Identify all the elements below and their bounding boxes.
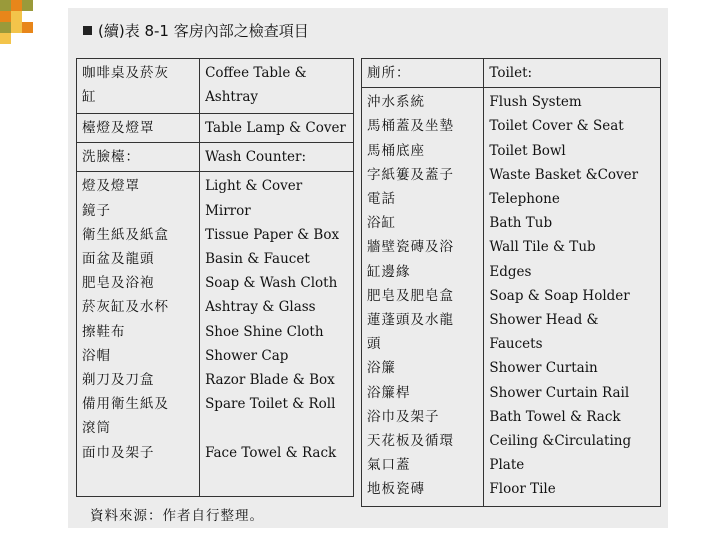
en-item: Coffee Table & [205, 65, 307, 81]
en-item: Telephone [489, 191, 560, 208]
zh-item: 馬桶蓋及坐墊 [367, 118, 454, 135]
table-row [77, 143, 354, 172]
en-item: Faucets [489, 336, 543, 353]
table-row [77, 59, 354, 114]
en-item: Ashtray & Glass [205, 299, 316, 316]
en-item: Razor Blade & Box [205, 372, 335, 389]
zh-item: 頭 [367, 336, 382, 353]
en-cell [200, 114, 354, 143]
zh-cell [77, 172, 200, 497]
en-item: Bath Tub [489, 215, 553, 232]
zh-cell [77, 59, 200, 114]
en-item: Shower Head & [489, 312, 599, 329]
en-item: Shower Cap [205, 347, 289, 364]
en-item: Ashtray [205, 89, 258, 106]
en-item: Toilet: [489, 65, 533, 81]
left-table [76, 58, 354, 497]
zh-item: 天花板及循環 [367, 433, 454, 450]
zh-cell [77, 114, 200, 143]
en-item: Shoe Shine Cloth [205, 323, 324, 340]
zh-item: 浴簾桿 [367, 384, 411, 401]
deco-square [22, 0, 33, 11]
en-item: Face Towel & Rack [205, 444, 337, 461]
en-item: Shower Curtain Rail [489, 384, 630, 401]
zh-item: 缸邊緣 [367, 263, 411, 280]
zh-item: 燈及燈罩 [82, 178, 140, 195]
en-item: Soap & Wash Cloth [205, 275, 338, 292]
en-item: Flush System [489, 94, 582, 111]
en-cell [484, 88, 661, 507]
zh-item: 洗臉檯： [82, 149, 140, 166]
en-item: Light & Cover [205, 178, 303, 195]
zh-item: 牆壁瓷磚及浴 [367, 239, 454, 256]
deco-square [11, 0, 22, 11]
zh-item: 衛生紙及紙盒 [82, 226, 169, 243]
zh-item: 氣口蓋 [367, 457, 411, 474]
en-cell [200, 143, 354, 172]
zh-item: 鏡子 [82, 202, 111, 219]
zh-item: 滾筒 [82, 420, 111, 437]
en-item: Soap & Soap Holder [489, 287, 630, 304]
table-row [362, 88, 661, 507]
en-item: Tissue Paper & Box [205, 226, 340, 243]
zh-cell [362, 88, 484, 507]
zh-item: 肥皂及肥皂盒 [367, 287, 454, 304]
deco-square [11, 11, 22, 22]
en-item: Ceiling &Circulating [489, 433, 632, 450]
en-cell [200, 59, 354, 114]
zh-item: 面巾及架子 [82, 444, 155, 461]
zh-item: 字紙簍及蓋子 [367, 166, 454, 183]
zh-item: 面盆及龍頭 [82, 251, 155, 268]
zh-item: 浴巾及架子 [367, 408, 440, 425]
source-note: 資料來源：作者自行整理。 [90, 508, 264, 524]
deco-square [0, 22, 11, 33]
zh-cell [362, 59, 484, 88]
scanned-table-page [68, 8, 668, 528]
deco-square [0, 0, 11, 11]
en-item: Table Lamp & Cover [205, 120, 346, 136]
zh-item: 備用衛生紙及 [82, 396, 169, 413]
en-item: Shower Curtain [489, 360, 598, 377]
square-bullet-icon [83, 26, 92, 35]
zh-item: 浴缸 [367, 215, 396, 232]
zh-item: 沖水系統 [367, 94, 425, 111]
en-item: Toilet Bowl [489, 142, 566, 159]
zh-item: 菸灰缸及水杯 [82, 299, 169, 316]
en-cell [200, 172, 354, 497]
zh-item: 蓮蓬頭及水龍 [367, 312, 454, 329]
en-item: Mirror [205, 202, 251, 219]
deco-square [0, 11, 11, 22]
zh-item: 肥皂及浴袍 [82, 275, 155, 292]
en-item: Waste Basket &Cover [489, 166, 639, 183]
deco-square [0, 33, 11, 44]
zh-item: 剃刀及刀盒 [82, 372, 155, 389]
zh-item: 電話 [367, 191, 396, 208]
deco-square [11, 22, 22, 33]
zh-item: 檯燈及燈罩 [82, 120, 155, 136]
en-item: Floor Tile [489, 481, 556, 498]
zh-item: 廁所： [367, 65, 411, 81]
en-item: Wash Counter: [205, 149, 306, 166]
table-row [77, 114, 354, 143]
en-item: Toilet Cover & Seat [489, 118, 624, 135]
en-item: Spare Toilet & Roll [205, 396, 336, 413]
table-row [77, 172, 354, 497]
en-item: Wall Tile & Tub [489, 239, 596, 256]
zh-item: 馬桶底座 [367, 142, 425, 159]
zh-item: 咖啡桌及菸灰 [82, 65, 169, 81]
zh-item: 擦鞋布 [82, 323, 126, 340]
en-cell [484, 59, 661, 88]
deco-square [22, 22, 33, 33]
zh-item: 浴簾 [367, 360, 396, 377]
zh-item: 地板瓷磚 [367, 481, 425, 498]
zh-cell [77, 143, 200, 172]
table-row [362, 59, 661, 88]
en-item: Plate [489, 457, 525, 474]
en-item: Bath Towel & Rack [489, 408, 621, 425]
en-item [205, 416, 348, 440]
zh-item: 浴帽 [82, 347, 111, 364]
en-item: Edges [489, 263, 532, 280]
en-item: Basin & Faucet [205, 251, 310, 268]
right-table [361, 58, 661, 507]
zh-item: 缸 [82, 89, 97, 106]
table-title: (續)表 8-1 客房內部之檢查項目 [83, 20, 309, 41]
